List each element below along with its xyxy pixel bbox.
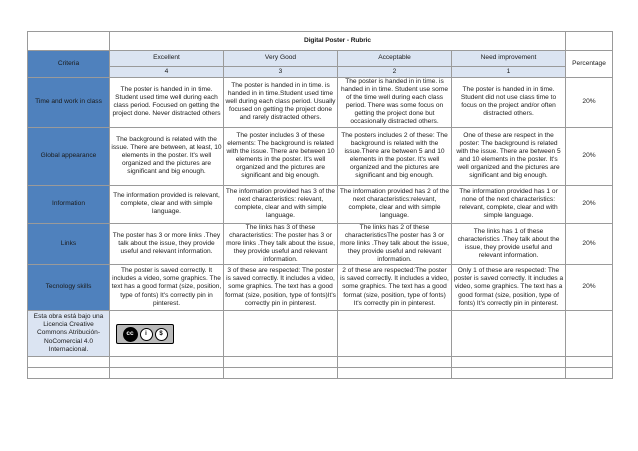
title-left-blank (28, 32, 110, 51)
level-header-row (28, 51, 613, 67)
descriptor-cell: Only 1 of these are respected: The poster is saved correctly. It includes a video, some graphics. The text has a good format (size, position, type of fonts) It's correctly pin in pinterest. (452, 265, 566, 311)
criterion-row-information (28, 185, 613, 223)
empty-cell (224, 368, 338, 379)
descriptor-cell: The poster is saved correctly. It includes a video, some graphics. The text has a good format (size, position, type of fonts) It's correctly pin in pinterest. (110, 265, 224, 311)
criterion-global-appearance: Global appearance (28, 127, 110, 185)
percentage-cell: 20% (566, 223, 613, 264)
empty-cell (338, 311, 452, 357)
level-header-excellent: Excellent (110, 51, 224, 67)
empty-cell (338, 368, 452, 379)
cc-license-badge[interactable] (116, 324, 174, 344)
criterion-information: Information (28, 185, 110, 223)
empty-cell (224, 311, 338, 357)
empty-cell (566, 357, 613, 368)
empty-cell (452, 311, 566, 357)
descriptor-cell: The poster is handed in in time. Student did not use class time to focus on the project and/or often distracted others. (452, 78, 566, 128)
percentage-cell: 20% (566, 265, 613, 311)
criterion-time-and-work: Time and work in class (28, 78, 110, 128)
criteria-header: Criteria (28, 51, 110, 78)
empty-cell (28, 368, 110, 379)
criterion-row-links (28, 223, 613, 264)
points-very-good: 3 (224, 67, 338, 78)
descriptor-cell: 3 of these are respected: The poster is saved correctly. It includes a video, some graphics. The text has a good format (size, position, type of fonts)It's correctly pin in pinterest. (224, 265, 338, 311)
empty-cell (566, 311, 613, 357)
criterion-row-appearance (28, 127, 613, 185)
descriptor-cell: The links has 2 of these characteristicsThe poster has 3 or more links .They talk about the issue, they provide useful and relevant information. (338, 223, 452, 264)
percentage-header: Percentage (566, 51, 613, 78)
title-right-blank (566, 32, 613, 51)
descriptor-cell: One of these are respect in the poster: The background is related with the issue. There are between 5 and 10 elements in the poster. It's well organized and the pictures are significant and big enough. (452, 127, 566, 185)
license-text[interactable]: Esta obra está bajo una Licencia Creative Commons Atribución-NoComercial 4.0 Internacional. (33, 313, 104, 353)
percentage-cell: 20% (566, 185, 613, 223)
descriptor-cell: The poster includes 3 of these elements: The background is related with the issue. There are between 10 elements in the poster. It's well organized and the pictures are significant and big enough. (224, 127, 338, 185)
nc-icon: $ (155, 328, 168, 341)
percentage-cell: 20% (566, 127, 613, 185)
empty-row (28, 368, 613, 379)
descriptor-cell: The links has 1 of these characteristics .They talk about the issue, they provide useful and relevant information. (452, 223, 566, 264)
rubric-title: Digital Poster - Rubric (110, 32, 566, 51)
descriptor-cell: The links has 3 of these characteristics: The poster has 3 or more links .They talk about the issue, they provide useful and relevant information. (224, 223, 338, 264)
by-icon: i (140, 328, 153, 341)
empty-cell (452, 368, 566, 379)
level-header-very-good: Very Good (224, 51, 338, 67)
license-badge-cell (110, 311, 224, 357)
descriptor-cell: The information provided is relevant, complete, clear and with simple language. (110, 185, 224, 223)
descriptor-cell: The information provided has 1 or none of the next characteristics: relevant, complete, clear and with simple language. (452, 185, 566, 223)
descriptor-cell: The information provided has 3 of the next characteristics: relevant, complete, clear and with simple language. (224, 185, 338, 223)
cc-icon: cc (123, 327, 138, 342)
empty-row (28, 357, 613, 368)
descriptor-cell: The posters includes 2 of these: The background is related with the issue.There are between 5 and 10 elements in the poster. It's well organized and the pictures are significant and big enough. (338, 127, 452, 185)
license-cell (28, 311, 110, 357)
empty-cell (28, 357, 110, 368)
empty-cell (566, 368, 613, 379)
points-excellent: 4 (110, 67, 224, 78)
criterion-links: Links (28, 223, 110, 264)
percentage-cell: 20% (566, 78, 613, 128)
empty-cell (110, 368, 224, 379)
points-row (28, 67, 613, 78)
descriptor-cell: The poster is handed in in time. is handed in in time. Student use some of the time well during each class period. There was some focus on getting the project done but occasionally distracted others. (338, 78, 452, 128)
points-acceptable: 2 (338, 67, 452, 78)
level-header-need-improvement: Need improvement (452, 51, 566, 67)
level-header-acceptable: Acceptable (338, 51, 452, 67)
empty-cell (224, 357, 338, 368)
descriptor-cell: The background is related with the issue. There are between, at least, 10 elements in the poster. It's well organized and the pictures are significant and big enough. (110, 127, 224, 185)
descriptor-cell: 2 of these are respected:The poster is saved correctly. It includes a video, some graphics. The text has a good format (size, position, type of fonts) It's correctly pin in pinterest. (338, 265, 452, 311)
criterion-row-time (28, 78, 613, 128)
points-need-improvement: 1 (452, 67, 566, 78)
title-row (28, 32, 613, 51)
descriptor-cell: The poster has 3 or more links .They talk about the issue, they provide useful and relevant information. (110, 223, 224, 264)
descriptor-cell: The information provided has 2 of the next characteristics:relevant, complete, clear and with simple language. (338, 185, 452, 223)
empty-cell (452, 357, 566, 368)
empty-cell (338, 357, 452, 368)
empty-cell (110, 357, 224, 368)
criterion-technology-skills: Tecnology skills (28, 265, 110, 311)
descriptor-cell: The poster is handed in in time. Student used time well during each class period. Focused on getting the project done. Never distracted others (110, 78, 224, 128)
criterion-row-technology (28, 265, 613, 311)
descriptor-cell: The poster is handed in in time. is handed in in time.Student used time well during each class period. Usually focused on getting the project done and rarely distracted others. (224, 78, 338, 128)
rubric-table (27, 31, 613, 379)
license-row (28, 311, 613, 357)
